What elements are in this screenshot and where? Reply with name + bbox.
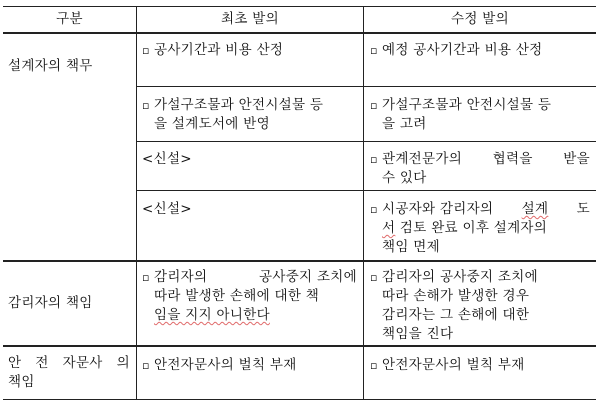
supervisor-original: ▫ 감리자의 공사중지 조치에 따라 발생한 손해에 대한 책 임을 지지 아니한다 <box>142 269 357 323</box>
bullet-icon: ▫ <box>370 271 378 284</box>
bullet-icon: ▫ <box>370 203 378 216</box>
bullet-icon: ▫ <box>370 359 378 372</box>
section-divider <box>3 260 596 262</box>
row-label-designer: 설계자의 책무 <box>8 58 93 74</box>
row-divider <box>136 190 596 191</box>
header-divider <box>3 32 596 34</box>
section-divider <box>3 345 596 347</box>
designer-r4-revised: ▫ 시공자와 감리자의 설계 도 서 검토 완료 이후 설계자의 책임 면제 <box>370 201 590 255</box>
designer-r2-revised: ▫ 가설구조물과 안전시설물 등 을 고려 <box>370 97 552 132</box>
bullet-icon: ▫ <box>142 44 150 57</box>
designer-r1-revised: ▫ 예정 공사기간과 비용 산정 <box>370 42 543 58</box>
bullet-icon: ▫ <box>370 44 378 57</box>
safety-original: ▫ 안전자문사의 벌칙 부재 <box>142 357 297 373</box>
safety-revised: ▫ 안전자문사의 벌칙 부재 <box>370 357 525 373</box>
header-category: 구분 <box>56 11 83 27</box>
designer-r1-original: ▫ 공사기간과 비용 산정 <box>142 42 284 58</box>
designer-r4-original: <신설> <box>142 201 192 217</box>
row-divider <box>136 141 596 142</box>
designer-r3-original: <신설> <box>142 151 192 167</box>
bullet-icon: ▫ <box>142 271 150 284</box>
table-bottom-border <box>3 399 596 400</box>
row-label-supervisor: 감리자의 책임 <box>8 295 93 311</box>
column-divider <box>136 6 137 400</box>
header-original-bill: 최초 발의 <box>221 11 279 27</box>
supervisor-revised: ▫ 감리자의 공사중지 조치에 따라 손해가 발생한 경우 감리자는 그 손해에 대한 책임을 진다 <box>370 269 538 342</box>
row-divider <box>136 86 596 87</box>
bullet-icon: ▫ <box>370 153 378 166</box>
bullet-icon: ▫ <box>370 99 378 112</box>
designer-r3-revised: ▫ 관계전문가의 협력을 받을 수 있다 <box>370 151 590 186</box>
table-top-border <box>3 6 596 7</box>
bullet-icon: ▫ <box>142 359 150 372</box>
column-divider <box>363 6 364 400</box>
row-label-safety-advisor: 안 전 자문사 의 책임 <box>8 355 130 390</box>
designer-r2-original: ▫ 가설구조물과 안전시설물 등 을 설계도서에 반영 <box>142 97 324 132</box>
header-revised-bill: 수정 발의 <box>451 11 509 27</box>
bullet-icon: ▫ <box>142 99 150 112</box>
